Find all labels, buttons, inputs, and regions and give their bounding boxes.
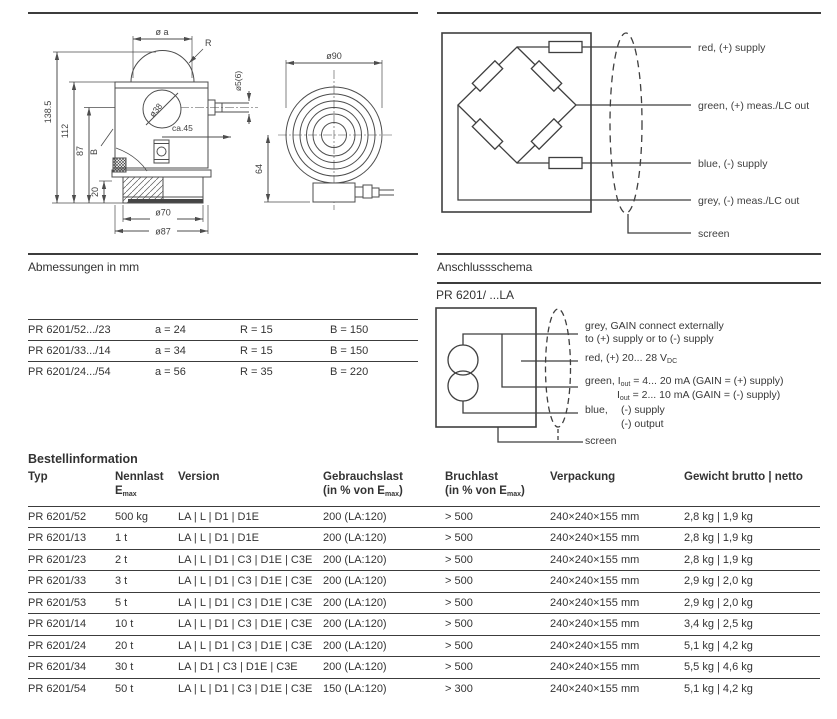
table-cell: 200 (LA:120) <box>323 635 445 657</box>
table-cell: 200 (LA:120) <box>323 657 445 679</box>
table-cell: LA | L | D1 | D1E <box>178 510 259 523</box>
table-cell: > 500 <box>445 549 550 571</box>
table-cell: > 300 <box>445 678 550 699</box>
table-row <box>28 362 418 383</box>
table-cell: PR 6201/53 <box>28 592 115 614</box>
side-view <box>52 36 258 234</box>
table-cell: 240×240×155 mm <box>550 592 684 614</box>
table-cell: 2,8 kg | 1,9 kg <box>684 528 820 550</box>
abmessungen-title: Abmessungen in mm <box>28 260 140 274</box>
wire-label-screen: screen <box>698 228 730 240</box>
col-header-bruchlast: Bruchlast (in % von $E_{max}$) <box>445 471 550 506</box>
cable-sheath-outline <box>546 309 571 427</box>
wire-label-grey: grey, (-) meas./LC out <box>698 195 800 207</box>
la-label-grey-1: grey, GAIN connect externally <box>585 320 724 332</box>
table-cell: > 500 <box>445 614 550 636</box>
dim-label-dia90: ø90 <box>326 51 342 61</box>
table-cell: 2,9 kg | 2,0 kg <box>684 571 820 593</box>
table-cell: PR 6201/24.../54 <box>28 362 155 383</box>
bridge-wiring-diagram <box>437 14 837 249</box>
bestellinformation-title: Bestellinformation <box>28 452 138 466</box>
col-header-version: Version <box>178 471 323 506</box>
wire-label-blue: blue, (-) supply <box>698 158 768 170</box>
table-cell: LA | L | D1 | C3 | D1E | C3E <box>178 678 323 699</box>
la-label-blue-word: blue, <box>585 404 608 416</box>
table-cell: 200 (LA:120) <box>323 528 445 550</box>
table-cell: PR 6201/24 <box>28 635 115 657</box>
dim-label-138: 138.5 <box>43 100 53 124</box>
table-cell: 5,1 kg | 4,2 kg <box>684 635 820 657</box>
dim-label-dia38: ø38 <box>147 101 165 119</box>
wire-label-green: green, (+) meas./LC out <box>698 100 810 112</box>
table-cell: LA | L | D1 | C3 | D1E | C3E <box>178 549 323 571</box>
table-row <box>28 635 820 657</box>
table-cell: 200 (LA:120) <box>323 571 445 593</box>
table-cell: 240×240×155 mm <box>550 614 684 636</box>
table-cell: 5,5 kg | 4,6 kg <box>684 657 820 679</box>
table-cell: LA | L | D1 | C3 | D1E | C3E <box>178 614 323 636</box>
bestellinformation-table-header <box>28 471 820 506</box>
table-cell: a = 34 <box>155 341 240 362</box>
anschluss-rule-bottom <box>437 282 821 284</box>
la-label-red: red, (+) 20... 28 $V_{DC}$ <box>585 352 678 365</box>
table-cell: R = 35 <box>240 362 330 383</box>
table-cell: 200 (LA:120) <box>323 549 445 571</box>
table-cell: 240×240×155 mm <box>550 657 684 679</box>
abmessungen-rule <box>28 253 418 255</box>
table-cell: 240×240×155 mm <box>550 571 684 593</box>
anschluss-rule-top <box>437 253 821 255</box>
table-cell: 200 (LA:120) <box>323 614 445 636</box>
table-cell: B = 220 <box>330 362 418 383</box>
table-cell: 3 t <box>115 571 178 593</box>
dim-label-dia70: ø70 <box>155 207 171 218</box>
table-cell: PR 6201/33.../14 <box>28 341 155 362</box>
bestellinformation-table-body <box>28 506 820 699</box>
table-cell: > 500 <box>445 592 550 614</box>
table-cell: PR 6201/34 <box>28 657 115 679</box>
la-label-green-1: green, $I_{out} = 4$... 20 mA (GAIN = (+) supply) <box>585 375 784 388</box>
anschluss-title: Anschlussschema <box>437 260 533 274</box>
dim-label-112: 112 <box>60 123 70 139</box>
dim-label-20: 20 <box>90 186 100 198</box>
table-cell: a = 56 <box>155 362 240 383</box>
table-cell: 2,8 kg | 1,9 kg <box>684 549 820 571</box>
bridge-resistors <box>472 42 582 169</box>
table-cell: 240×240×155 mm <box>550 510 640 523</box>
table-row <box>28 571 820 593</box>
table-row <box>28 528 820 550</box>
table-cell: 2,9 kg | 2,0 kg <box>684 592 820 614</box>
table-cell: 5 t <box>115 592 178 614</box>
table-cell: 30 t <box>115 657 178 679</box>
table-cell: R = 15 <box>240 320 330 341</box>
table-cell: PR 6201/52 <box>28 510 87 523</box>
table-cell: 200 (LA:120) <box>323 592 445 614</box>
bestellinformation-table <box>28 471 820 699</box>
table-cell: B = 150 <box>330 341 418 362</box>
table-row <box>28 614 820 636</box>
wire-label-red: red, (+) supply <box>698 42 766 54</box>
table-cell: 20 t <box>115 635 178 657</box>
table-cell: > 500 <box>445 510 473 523</box>
abmessungen-table <box>28 319 418 383</box>
col-header-typ: Typ <box>28 471 115 506</box>
table-cell: 3,4 kg | 2,5 kg <box>684 614 820 636</box>
table-row <box>28 320 418 341</box>
table-cell: 50 t <box>115 678 178 699</box>
cable-sheath-outline <box>610 33 642 213</box>
table-cell: PR 6201/54 <box>28 678 115 699</box>
table-cell: a = 24 <box>155 320 240 341</box>
table-cell: LA | L | D1 | C3 | D1E | C3E <box>178 571 323 593</box>
table-cell: 240×240×155 mm <box>550 678 684 699</box>
table-cell: 200 (LA:120) <box>323 510 387 523</box>
table-cell: > 500 <box>445 571 550 593</box>
dim-label-b: B <box>89 148 99 156</box>
table-cell: PR 6201/23 <box>28 549 115 571</box>
abmessungen-table-body <box>28 320 418 383</box>
table-cell: > 500 <box>445 528 550 550</box>
table-cell: 1 t <box>115 528 178 550</box>
table-cell: 2 t <box>115 549 178 571</box>
table-cell: 240×240×155 mm <box>550 635 684 657</box>
dim-label-radius: R <box>205 38 212 48</box>
load-cell-dimension-drawing <box>18 14 428 254</box>
table-cell: PR 6201/14 <box>28 614 115 636</box>
anschluss-subtitle: PR 6201/ ...LA <box>436 288 515 302</box>
table-cell: LA | L | D1 | C3 | D1E | C3E <box>178 592 323 614</box>
table-row <box>28 341 418 362</box>
table-cell: LA | L | D1 | C3 | D1E | C3E <box>178 635 323 657</box>
top-view <box>264 60 394 210</box>
table-row <box>28 657 820 679</box>
table-cell: R = 15 <box>240 341 330 362</box>
table-cell: PR 6201/13 <box>28 528 115 550</box>
col-header-gebrauchslast: Gebrauchslast (in % von $E_{max}$) <box>323 471 445 506</box>
table-cell: 10 t <box>115 614 178 636</box>
table-cell: 5,1 kg | 4,2 kg <box>684 678 820 699</box>
dim-label-ca45: ca.45 <box>172 123 193 133</box>
table-cell: PR 6201/33 <box>28 571 115 593</box>
dim-label-dia87: ø87 <box>155 226 171 237</box>
la-label-screen: screen <box>585 435 617 447</box>
col-header-gewicht: Gewicht brutto | netto <box>684 471 820 506</box>
table-cell: 240×240×155 mm <box>550 549 684 571</box>
la-label-blue-1: (-) supply <box>621 404 665 416</box>
la-label-grey-2: to (+) supply or to (-) supply <box>585 333 714 345</box>
col-header-nennlast: Nennlast $E_{max}$ <box>115 471 178 506</box>
table-row <box>28 678 820 699</box>
table-row <box>28 549 820 571</box>
table-cell: LA | D1 | C3 | D1E | C3E <box>178 657 323 679</box>
col-header-verpackung: Verpackung <box>550 471 684 506</box>
la-label-blue-2: (-) output <box>621 418 664 430</box>
table-cell: 500 kg <box>115 510 149 523</box>
table-cell: PR 6201/52.../23 <box>28 320 155 341</box>
table-row <box>28 592 820 614</box>
table-cell: 240×240×155 mm <box>550 528 684 550</box>
la-label-green-2: $I_{out} = 2$... 10 mA (GAIN = (-) supply) <box>617 389 781 402</box>
dim-label-87: 87 <box>75 145 85 157</box>
table-cell: > 500 <box>445 635 550 657</box>
table-cell: > 500 <box>445 657 550 679</box>
dim-label-64: 64 <box>254 163 264 175</box>
dim-label-dia5: ø5(6) <box>233 70 243 92</box>
table-cell: 2,8 kg | 1,9 kg <box>684 510 753 523</box>
table-row <box>28 506 820 528</box>
dim-label-dia-a: ø a <box>155 27 169 37</box>
table-cell: 150 (LA:120) <box>323 678 445 699</box>
table-cell: B = 150 <box>330 320 418 341</box>
table-cell: LA | L | D1 | D1E <box>178 528 323 550</box>
